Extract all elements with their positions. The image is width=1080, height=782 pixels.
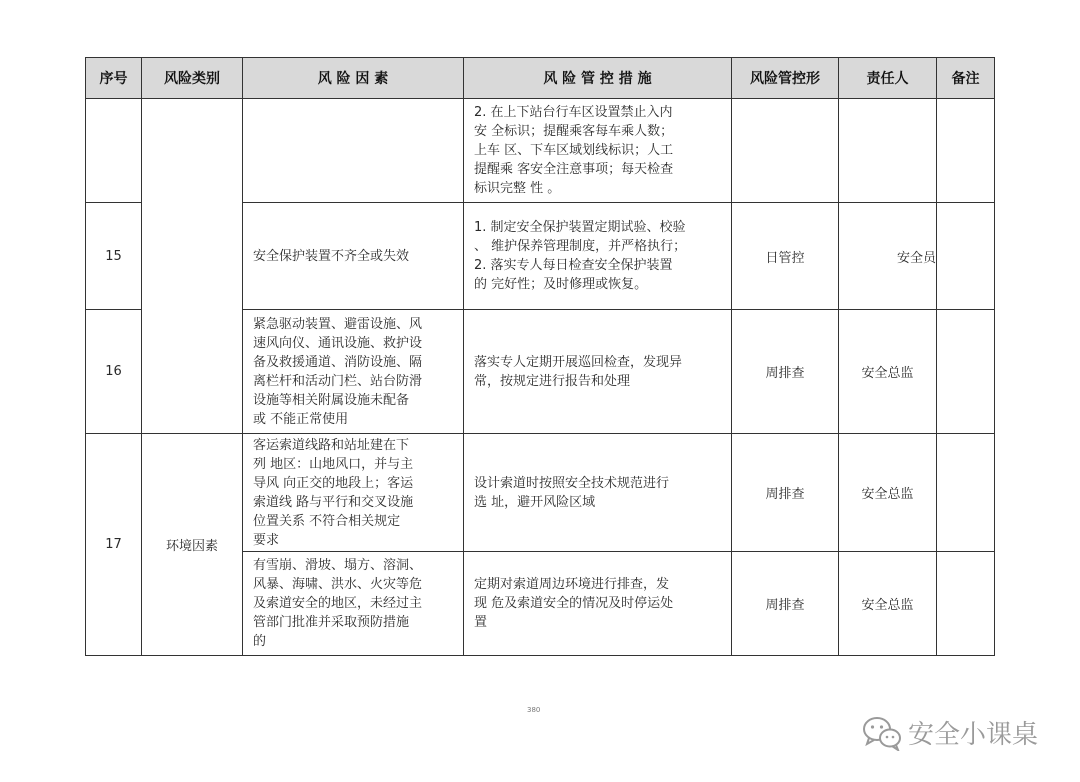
watermark-text: 安全小课桌	[908, 720, 1039, 750]
cell-category: 环境因素	[142, 434, 243, 656]
cell-measures	[464, 310, 732, 434]
cell-factor	[243, 99, 464, 203]
header-category: 风险类别	[142, 58, 243, 99]
factor-text: 客运索道线路和站址建在下 列 地区：山地风口，并与主 导风 向正交的地段上；客运 索道线 路与平行和交叉设施 位置关系 不符合相关规定 要求	[253, 437, 414, 548]
cell-factor	[243, 203, 464, 310]
table-row	[86, 434, 995, 552]
cell-category	[142, 99, 243, 434]
cell-person: 安全员	[839, 203, 937, 310]
cell-control: 日管控	[732, 203, 839, 310]
cell-no	[86, 99, 142, 203]
measures-text: 落实专人定期开展巡回检查，发现异 常，按规定进行报告和处理	[474, 354, 683, 389]
measures-text: 设计索道时按照安全技术规范进行 选 址，避开风险区域	[474, 475, 670, 510]
cell-control: 周排查	[732, 434, 839, 552]
cell-measures	[464, 99, 732, 203]
cell-measures	[464, 434, 732, 552]
cell-person: 安全总监	[839, 552, 937, 656]
header-row	[86, 58, 995, 99]
header-factor: 风 险 因 素	[243, 58, 464, 99]
cell-no: 16	[86, 310, 142, 434]
cell-remark	[937, 552, 995, 656]
cell-factor	[243, 552, 464, 656]
cell-remark	[937, 99, 995, 203]
risk-table	[85, 57, 995, 656]
cell-factor	[243, 310, 464, 434]
factor-text: 紧急驱动装置、避雷设施、风 速风向仪、通讯设施、救护设 备及救援通道、消防设施、隔 离栏杆和活动门栏、站台防滑 设施等相关附属设施未配备 或 不能正常使用	[253, 316, 423, 427]
cell-person: 安全总监	[839, 310, 937, 434]
header-control: 风险管控形	[732, 58, 839, 99]
cell-remark	[937, 310, 995, 434]
measures-text: 定期对索道周边环境进行排查，发 现 危及索道安全的情况及时停运处 置	[474, 577, 674, 630]
cell-measures	[464, 552, 732, 656]
header-remark: 备注	[937, 58, 995, 99]
header-person: 责任人	[839, 58, 937, 99]
page-number: 380	[527, 706, 541, 714]
measures-text: 1. 制定安全保护装置定期试验、校验 、 维护保养管理制度，并严格执行； 2. 落实专人每日检查安全保护装置 的 完好性；及时修理或恢复。	[474, 220, 687, 292]
header-measures: 风 险 管 控 措 施	[464, 58, 732, 99]
cell-person: 安全总监	[839, 434, 937, 552]
cell-no: 17	[86, 434, 142, 656]
header-no: 序号	[86, 58, 142, 99]
cell-control	[732, 99, 839, 203]
cell-remark	[937, 434, 995, 552]
cell-person	[839, 99, 937, 203]
factor-text: 有雪崩、滑坡、塌方、溶洞、 风暴、海啸、洪水、火灾等危 及索道安全的地区，未经过主 管部门批准并采取预防措施 的	[253, 558, 423, 649]
measures-text: 2. 在上下站台行车区设置禁止入内 安 全标识；提醒乘客每车乘人数； 上车 区、下车区域划线标识；人工 提醒乘 客安全注意事项；每天检查 标识完整 性 。	[474, 105, 674, 196]
factor-text: 安全保护装置不齐全或失效	[253, 248, 410, 264]
cell-factor	[243, 434, 464, 552]
cell-control: 周排查	[732, 552, 839, 656]
wechat-icon	[862, 715, 902, 751]
table-row	[86, 99, 995, 203]
cell-measures	[464, 203, 732, 310]
cell-no: 15	[86, 203, 142, 310]
watermark	[862, 714, 1038, 751]
cell-control: 周排查	[732, 310, 839, 434]
cell-remark	[937, 203, 995, 310]
